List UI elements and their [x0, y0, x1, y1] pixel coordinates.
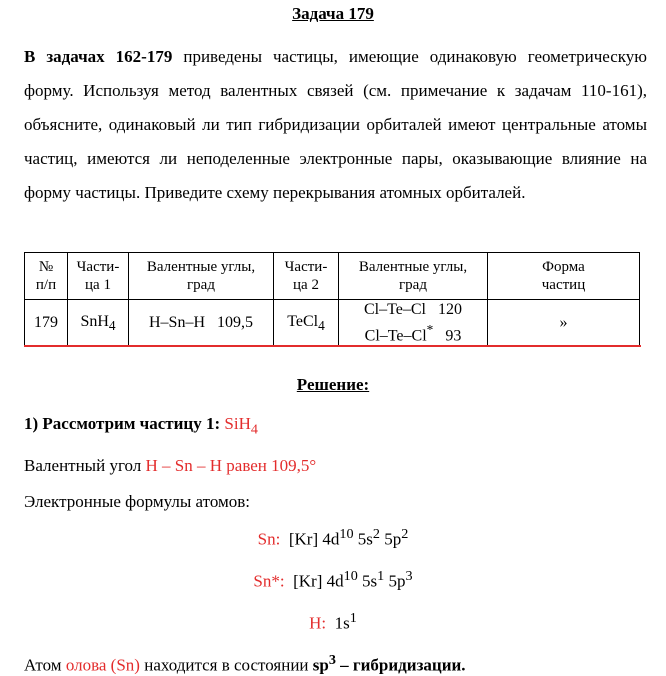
- cell-shape: »: [488, 300, 640, 347]
- problem-text: приведены частицы, имеющие одинаковую геометрическую форму. Используя метод валентных связей (см. примечание к задачам 110-161), объясните, одинаковый ли тип гибридизации орбиталей имеют центральные атомы частиц, имеются ли неподеленные электронные пары, оказывающие влияние на форму частицы. Приведите схему перекрывания атомных орбиталей.: [24, 47, 647, 202]
- cell-angle1: H–Sn–H 109,5: [129, 300, 274, 347]
- header-particle1: Части- ца 1: [68, 253, 129, 300]
- step1-heading: 1) Рассмотрим частицу 1: SiH$_4$: [24, 414, 258, 438]
- header-angles1: Валентные углы, град: [129, 253, 274, 300]
- cell-particle2: TeCl$_4$: [274, 300, 339, 347]
- header-particle2: Части- ца 2: [274, 253, 339, 300]
- header-angles2: Валентные углы, град: [339, 253, 488, 300]
- table-header-row: [25, 253, 640, 300]
- cell-angle2: Cl–Te–Cl 120 Cl–Te–Cl* 93: [339, 300, 488, 347]
- solution-title: Решение:: [296, 375, 370, 394]
- problem-lead: В задачах 162-179: [24, 47, 173, 66]
- particles-table: [24, 252, 640, 347]
- e-formulas-label: Электронные формулы атомов:: [24, 492, 251, 511]
- problem-statement: [24, 40, 647, 210]
- cell-num: 179: [25, 300, 68, 347]
- task-title: Задача 179: [292, 4, 374, 23]
- table-row: [25, 300, 640, 347]
- config-sn-star: Sn*: [Kr] $4d^{10}$ $5s^1$ $5p^3$: [253, 568, 413, 591]
- cell-particle1: SnH$_4$: [68, 300, 129, 347]
- angle-line: Валентный угол H – Sn – H равен 109,5°: [24, 456, 317, 475]
- hybridization-line: Атом олова (Sn) находится в состоянии $sp^3$ – гибридизации.: [24, 652, 466, 675]
- header-num: № п/п: [25, 253, 68, 300]
- header-shape: Форма частиц: [488, 253, 640, 300]
- config-sn: Sn: [Kr] $4d^{10}$ $5s^2$ $5p^2$: [257, 526, 409, 549]
- table-bottom-red-line: [24, 345, 641, 347]
- config-h: H: $1s^1$: [309, 610, 357, 633]
